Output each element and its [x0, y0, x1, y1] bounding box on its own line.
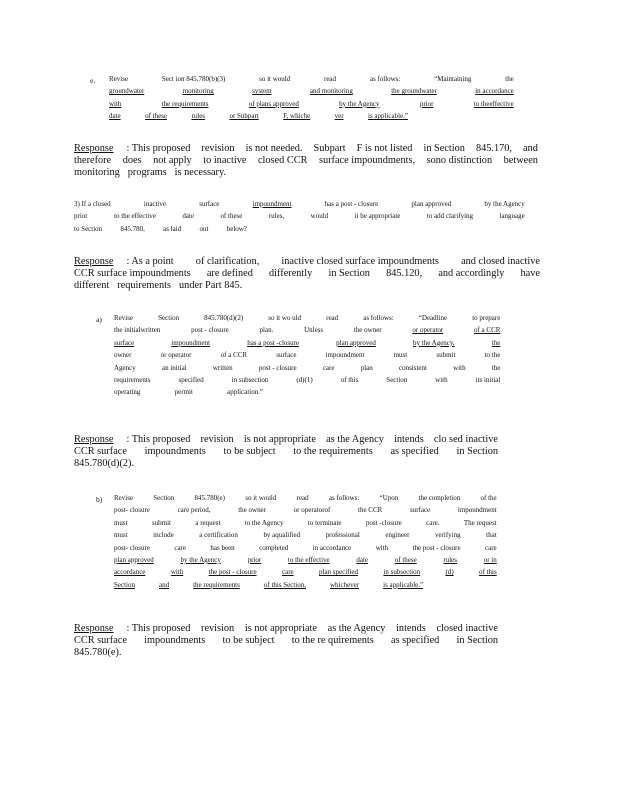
word: in accordance — [312, 542, 352, 552]
item-e-line-4 — [109, 110, 408, 122]
item-b-line-3 — [114, 517, 497, 529]
item-b-line-8 — [114, 579, 423, 591]
response-label: Response — [74, 434, 114, 445]
item-b-line-6 — [114, 554, 497, 566]
word: as specified — [391, 635, 440, 647]
word: to terminate — [307, 517, 342, 527]
item-a-line-1 — [114, 312, 500, 324]
response-2-line-1 — [74, 256, 540, 268]
word: prior — [419, 98, 434, 108]
word: a request — [195, 517, 221, 527]
word: surface — [199, 199, 220, 208]
word: (d)(1) — [296, 375, 313, 385]
word: inactive — [143, 199, 167, 208]
item-b-line-5 — [114, 542, 497, 554]
item-a-line-5 — [114, 362, 500, 374]
response-4-line-2 — [74, 635, 498, 647]
word: 845.170, — [475, 143, 513, 154]
word: or in — [483, 555, 497, 565]
word: the — [491, 362, 501, 372]
item-a-label: a) — [96, 315, 102, 324]
word: the — [505, 74, 514, 83]
word: groundwater — [109, 86, 145, 96]
word: the owner — [238, 505, 266, 515]
word: is necessary. — [174, 167, 227, 179]
word: surface — [409, 505, 431, 515]
item-e-line-1 — [109, 73, 514, 85]
word: 3) If a closed — [74, 199, 111, 208]
response-3-line-1 — [74, 434, 498, 446]
item-e-label: e. — [90, 76, 96, 85]
word: prior — [247, 555, 262, 565]
word: (d) — [445, 567, 454, 577]
word: have — [520, 268, 540, 280]
word: F, whiche — [283, 111, 311, 121]
word: so it wo uld — [268, 313, 302, 322]
comment-3-line-2 — [74, 210, 525, 222]
word: rules — [443, 555, 457, 565]
item-b-line-4 — [114, 529, 497, 541]
word: plan approved — [114, 555, 154, 565]
word: revision — [201, 143, 235, 154]
word: sono distinction — [426, 155, 493, 167]
item-e-line-2 — [109, 85, 514, 97]
word: of this — [340, 375, 359, 385]
response-3-line-2 — [74, 446, 498, 458]
word: impoundment — [457, 505, 497, 515]
response-2-line-2 — [74, 268, 540, 280]
word: submit — [151, 517, 171, 527]
word: the — [491, 337, 501, 347]
word: to the — [484, 350, 501, 360]
word: owner — [114, 350, 132, 360]
word: monitoring — [74, 167, 120, 179]
word: with — [375, 542, 389, 552]
word: of this Section, — [263, 579, 306, 589]
word: specified — [178, 375, 204, 385]
word: is applicable.” — [368, 111, 408, 121]
word: read — [324, 74, 337, 83]
word: surface — [114, 337, 135, 347]
word: is not needed. — [245, 143, 303, 154]
word: or operator — [412, 325, 444, 335]
word: of plans approved — [248, 98, 299, 108]
word: : As a point — [126, 256, 174, 267]
word: requirements — [114, 375, 151, 385]
word: with — [453, 362, 466, 372]
word: date — [109, 111, 121, 121]
word: permit — [174, 387, 193, 397]
word: date — [356, 555, 369, 565]
word: revision — [201, 623, 235, 634]
comment-item-a — [114, 312, 500, 399]
word: not apply — [153, 155, 192, 167]
word: to the re quirements — [291, 635, 374, 647]
word: the post - closure — [412, 542, 461, 552]
word: in subsection — [231, 375, 269, 385]
word: by the Agency, — [413, 337, 455, 347]
word: has a post - closure — [324, 199, 379, 208]
word: to the effective — [114, 211, 156, 221]
word: Sect ion 845.780(b)(3) — [161, 74, 226, 83]
item-a-line-6 — [114, 374, 500, 386]
word: so it would — [245, 493, 277, 502]
word: the completion — [418, 493, 461, 502]
word: as follows: — [328, 493, 360, 502]
word: “Deadline — [418, 313, 448, 322]
word: the post - closure — [208, 567, 257, 577]
word: and monitoring — [309, 86, 353, 96]
word: does — [122, 155, 142, 167]
word: Section — [386, 375, 408, 385]
word: care — [174, 542, 186, 552]
word: 845.780(e). — [74, 647, 122, 659]
word: as follows: — [369, 74, 401, 83]
word: : This proposed — [126, 434, 191, 445]
response-1-line-1 — [74, 143, 538, 155]
word: clo sed inactive — [433, 434, 498, 445]
word: in accordance — [475, 86, 514, 96]
word: is not appropriate — [244, 623, 317, 634]
word: must — [114, 517, 128, 527]
word: and — [523, 143, 538, 154]
word: and closed inactive — [461, 256, 540, 267]
word: in subsection — [383, 567, 421, 577]
word: : This proposed — [126, 623, 191, 634]
word: of a CCR — [220, 350, 248, 360]
word: 845.780(d)(2). — [74, 458, 135, 470]
response-3-line-3 — [74, 458, 498, 470]
word: include — [153, 530, 174, 540]
word: of these — [220, 211, 243, 221]
word: under Part 845. — [179, 280, 243, 292]
word: to prepare — [472, 313, 501, 322]
word: “Upon — [379, 493, 399, 502]
word: surface impoundments, — [318, 155, 416, 167]
word: post - closure — [191, 325, 229, 335]
word: read — [296, 493, 309, 502]
word: the groundwater — [391, 86, 437, 96]
word: language — [499, 211, 525, 221]
word: verifying — [434, 530, 461, 540]
word: Agency — [114, 362, 136, 372]
word: has a post -closure — [247, 337, 300, 347]
word: the requirements — [161, 98, 209, 108]
word: by aqualified — [263, 530, 301, 540]
word: engineer — [385, 530, 410, 540]
word: impoundment — [325, 350, 365, 360]
word: to inactive — [203, 155, 247, 167]
word: of clarification, — [195, 256, 260, 267]
word: 845.780(e) — [194, 493, 225, 502]
word: accordance — [114, 567, 146, 577]
item-a-line-7 — [114, 386, 263, 398]
word: out — [199, 223, 209, 233]
word: Revise — [109, 74, 129, 83]
word: the owner — [353, 325, 382, 335]
item-b-line-7 — [114, 566, 497, 578]
word: system — [252, 86, 272, 96]
word: Revise — [114, 313, 134, 322]
word: prior — [74, 211, 88, 221]
word: differently — [269, 268, 313, 280]
word: are defined — [206, 268, 253, 280]
word: ver — [334, 111, 344, 121]
word: by the Agency — [339, 98, 380, 108]
word: to be subject — [222, 635, 275, 647]
word: is not appropriate — [243, 434, 316, 445]
word: and accordingly — [438, 268, 505, 280]
response-label: Response — [74, 623, 114, 634]
word: to theeffective — [473, 98, 514, 108]
word: impoundment — [252, 199, 292, 208]
word: F is not listed — [356, 143, 413, 154]
word: and — [158, 579, 170, 589]
word: with — [109, 98, 122, 108]
word: post- closure — [114, 542, 150, 552]
word: requirements — [117, 280, 172, 292]
word: Section — [114, 579, 135, 589]
word: CCR surface — [74, 635, 127, 647]
word: care — [281, 567, 294, 577]
word: by the Agency — [484, 199, 525, 208]
word: rules — [191, 111, 206, 121]
word: an initial — [161, 362, 187, 372]
word: The request — [463, 517, 497, 527]
item-e-line-3 — [109, 98, 514, 110]
word: impoundments — [144, 635, 206, 647]
word: to the Agency — [244, 517, 284, 527]
word: has been — [210, 542, 235, 552]
word: monitoring — [182, 86, 214, 96]
word: care period, — [177, 505, 211, 515]
word: programs — [127, 167, 167, 179]
word: in Section — [456, 635, 498, 647]
word: its initial — [475, 375, 501, 385]
word: consistent — [398, 362, 427, 372]
word: impoundments — [144, 446, 206, 458]
item-a-line-4 — [114, 349, 500, 361]
word: different — [74, 280, 110, 292]
word: Section — [158, 313, 180, 322]
word: to the requirements — [293, 446, 373, 458]
response-2 — [74, 256, 540, 293]
word: in Section — [456, 446, 498, 458]
comment-3-line-1 — [74, 198, 525, 210]
word: 845.780(d)(2) — [204, 313, 244, 322]
word: so it would — [259, 74, 291, 83]
word: Revise — [114, 493, 134, 502]
word: to add clarifying — [426, 211, 474, 221]
word: the CCR — [358, 505, 383, 515]
word: as specified — [390, 446, 439, 458]
word: that — [486, 530, 497, 540]
word: application.” — [227, 387, 264, 397]
word: inactive closed surface impoundments — [281, 256, 439, 267]
word: whichever — [330, 579, 360, 589]
word: revision — [200, 434, 234, 445]
word: plan approved — [336, 337, 376, 347]
word: Section — [153, 493, 175, 502]
item-a-line-2 — [114, 324, 500, 336]
word: professional — [325, 530, 360, 540]
word: care — [322, 362, 335, 372]
word: plan specified — [319, 567, 359, 577]
response-label: Response — [74, 143, 114, 154]
word: CCR surface — [74, 446, 127, 458]
word: of these — [394, 555, 417, 565]
word: of a CCR — [473, 325, 501, 335]
word: or operatorof — [293, 505, 331, 515]
word: operating — [114, 387, 141, 397]
word: rules, — [268, 211, 285, 221]
word: or operator — [160, 350, 192, 360]
word: as the Agency — [327, 623, 386, 634]
response-4 — [74, 623, 498, 660]
item-b-line-2 — [114, 504, 497, 516]
word: must — [114, 530, 128, 540]
word: a certification — [199, 530, 238, 540]
word: as follows: — [363, 313, 394, 322]
word: closed CCR — [257, 155, 308, 167]
word: Unless — [304, 325, 324, 335]
word: post - closure — [258, 362, 297, 372]
word: post- closure — [114, 505, 150, 515]
item-a-line-3 — [114, 337, 500, 349]
word: impoundment — [171, 337, 211, 347]
word: must — [393, 350, 408, 360]
word: to the effective — [287, 555, 330, 565]
word: “Maintaining — [434, 74, 472, 83]
response-3 — [74, 434, 498, 471]
word: in Section — [328, 268, 370, 280]
word: : This proposed — [126, 143, 191, 154]
word: as the Agency — [326, 434, 384, 445]
word: of this — [479, 567, 497, 577]
response-2-line-3 — [74, 280, 540, 292]
word: plan approved — [411, 199, 452, 208]
word: with — [170, 567, 184, 577]
word: plan. — [259, 325, 274, 335]
word: closed inactive — [436, 623, 498, 634]
comment-item-e — [109, 73, 514, 123]
item-b-line-1 — [114, 492, 497, 504]
word: is applicable.” — [383, 579, 424, 589]
word: Subpart — [313, 143, 346, 154]
word: would — [310, 211, 329, 221]
response-4-line-3 — [74, 647, 498, 659]
comment-item-b — [114, 492, 497, 591]
word: plan — [360, 362, 373, 372]
word: read — [326, 313, 339, 322]
word: with — [435, 375, 448, 385]
response-1-line-3 — [74, 167, 538, 179]
word: in Section — [423, 143, 465, 154]
word: intends — [396, 623, 426, 634]
item-b-label: b) — [96, 495, 103, 504]
word: therefore — [74, 155, 112, 167]
word: to Section — [74, 223, 103, 233]
word: to be subject — [223, 446, 276, 458]
word: it be appropriate — [354, 211, 401, 221]
word: written — [212, 362, 233, 372]
response-4-line-1 — [74, 623, 498, 635]
word: the initialwritten — [114, 325, 161, 335]
word: below? — [226, 223, 247, 233]
word: CCR surface impoundments — [74, 268, 191, 280]
word: 845.120, — [386, 268, 423, 280]
word: care — [485, 542, 497, 552]
response-1-line-2 — [74, 155, 538, 167]
response-label: Response — [74, 256, 114, 267]
word: submit — [436, 350, 456, 360]
word: surface — [276, 350, 297, 360]
word: date — [182, 211, 194, 221]
word: intends — [394, 434, 424, 445]
word: the requirements — [193, 579, 240, 589]
response-1 — [74, 143, 538, 180]
word: completed — [259, 542, 289, 552]
word: or Subpart — [229, 111, 259, 121]
word: by the Agency — [180, 555, 221, 565]
comment-3-line-3 — [74, 223, 247, 235]
comment-3 — [74, 198, 525, 235]
word: of these — [145, 111, 168, 121]
word: post -closure — [365, 517, 402, 527]
word: 845.780, — [120, 223, 145, 233]
word: as laid — [163, 223, 182, 233]
word: between — [503, 155, 538, 167]
word: of the — [480, 493, 497, 502]
word: care. — [426, 517, 440, 527]
